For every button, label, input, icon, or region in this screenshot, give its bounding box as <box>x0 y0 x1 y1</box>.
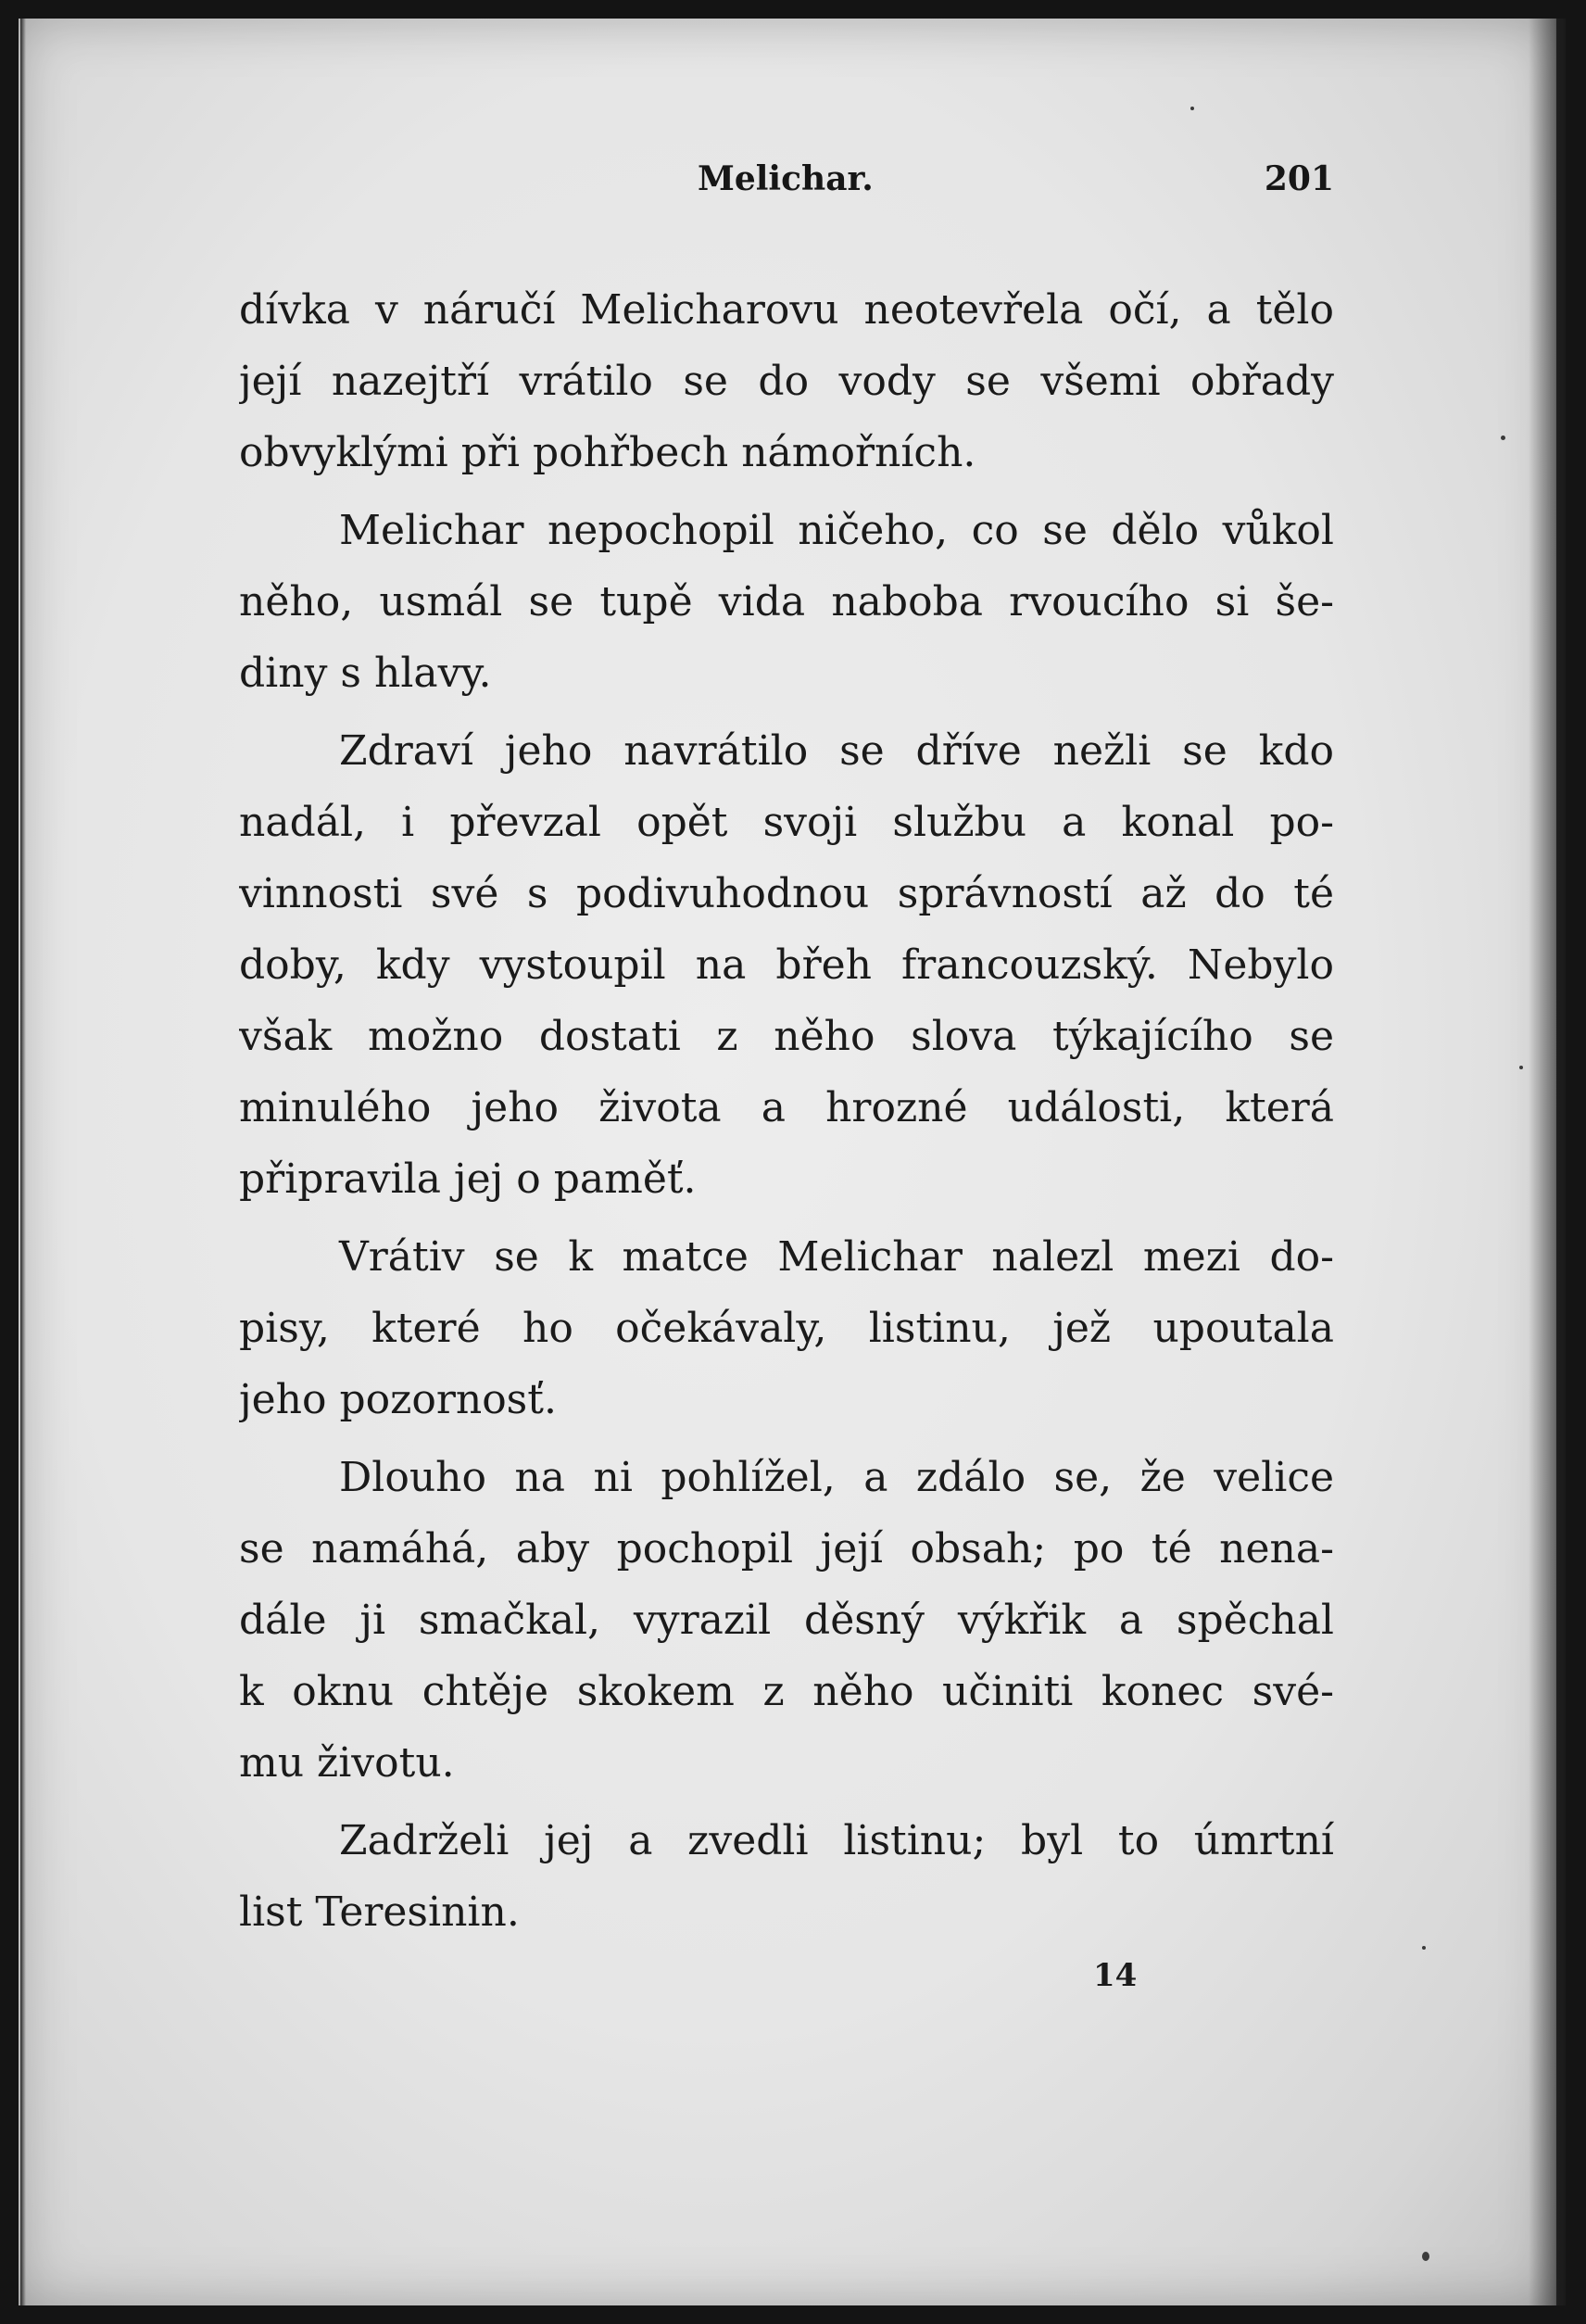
scan-speck <box>1422 1946 1426 1950</box>
body-text <box>239 274 1334 1954</box>
text-line: dále ji smačkal, vyrazil děsný výkřik a spěchal <box>239 1597 1334 1644</box>
text-line: mu životu. <box>239 1739 455 1787</box>
scan-speck <box>1501 436 1505 440</box>
paragraph-2 <box>239 495 1334 709</box>
scan-speck <box>1519 1066 1523 1069</box>
scan-speck <box>1422 2252 1429 2261</box>
text-line: Dlouho na ni pohlížel, a zdálo se, že velice <box>339 1454 1334 1501</box>
text-line: Zdraví jeho navrátilo se dříve nežli se kdo <box>339 727 1334 775</box>
text-line: její nazejtří vrátilo se do vody se všemi obřady <box>239 358 1334 405</box>
text-line: doby, kdy vystoupil na břeh francouzský. Nebylo <box>239 941 1334 989</box>
text-line: Vrátiv se k matce Melichar nalezl mezi do- <box>339 1233 1334 1281</box>
text-line: Zadrželi jej a zvedli listinu; byl to úmrtní <box>339 1817 1334 1864</box>
page-right-edge-shadow <box>1529 19 1566 2305</box>
text-line: jeho pozornosť. <box>239 1376 557 1423</box>
text-line: obvyklými při pohřbech námořních. <box>239 429 976 476</box>
text-line: vinnosti své s podivuhodnou správností až do té <box>239 870 1334 917</box>
text-line: se namáhá, aby pochopil její obsah; po té nena- <box>239 1525 1334 1572</box>
text-line: k oknu chtěje skokem z něho učiniti konec své- <box>239 1668 1334 1715</box>
paragraph-1 <box>239 274 1334 488</box>
page-number: 201 <box>1264 159 1334 198</box>
text-line: však možno dostati z něho slova týkajícího se <box>239 1013 1334 1060</box>
text-line: připravila jej o paměť. <box>239 1156 697 1203</box>
text-line: diny s hlavy. <box>239 650 492 697</box>
text-line: dívka v náručí Melicharovu neotevřela očí, a tělo <box>239 286 1334 334</box>
paragraph-5 <box>239 1442 1334 1799</box>
paragraph-6 <box>239 1805 1334 1948</box>
running-head-title: Melichar. <box>698 159 874 198</box>
text-line: něho, usmál se tupě vida naboba rvoucího si še- <box>239 578 1334 625</box>
text-line: pisy, které ho očekávaly, listinu, jež upoutala <box>239 1305 1334 1352</box>
text-line: list Teresinin. <box>239 1888 520 1936</box>
paragraph-4 <box>239 1221 1334 1435</box>
text-line: minulého jeho života a hrozné události, která <box>239 1084 1334 1131</box>
printer-signature-mark: 14 <box>1093 1957 1138 1994</box>
running-head <box>239 159 1334 206</box>
scan-speck <box>1190 107 1194 110</box>
text-line: Melichar nepochopil ničeho, co se dělo vůkol <box>339 507 1334 554</box>
page-left-edge-shadow <box>20 19 26 2305</box>
paragraph-3 <box>239 715 1334 1215</box>
text-line: nadál, i převzal opět svoji službu a konal po- <box>239 799 1334 846</box>
